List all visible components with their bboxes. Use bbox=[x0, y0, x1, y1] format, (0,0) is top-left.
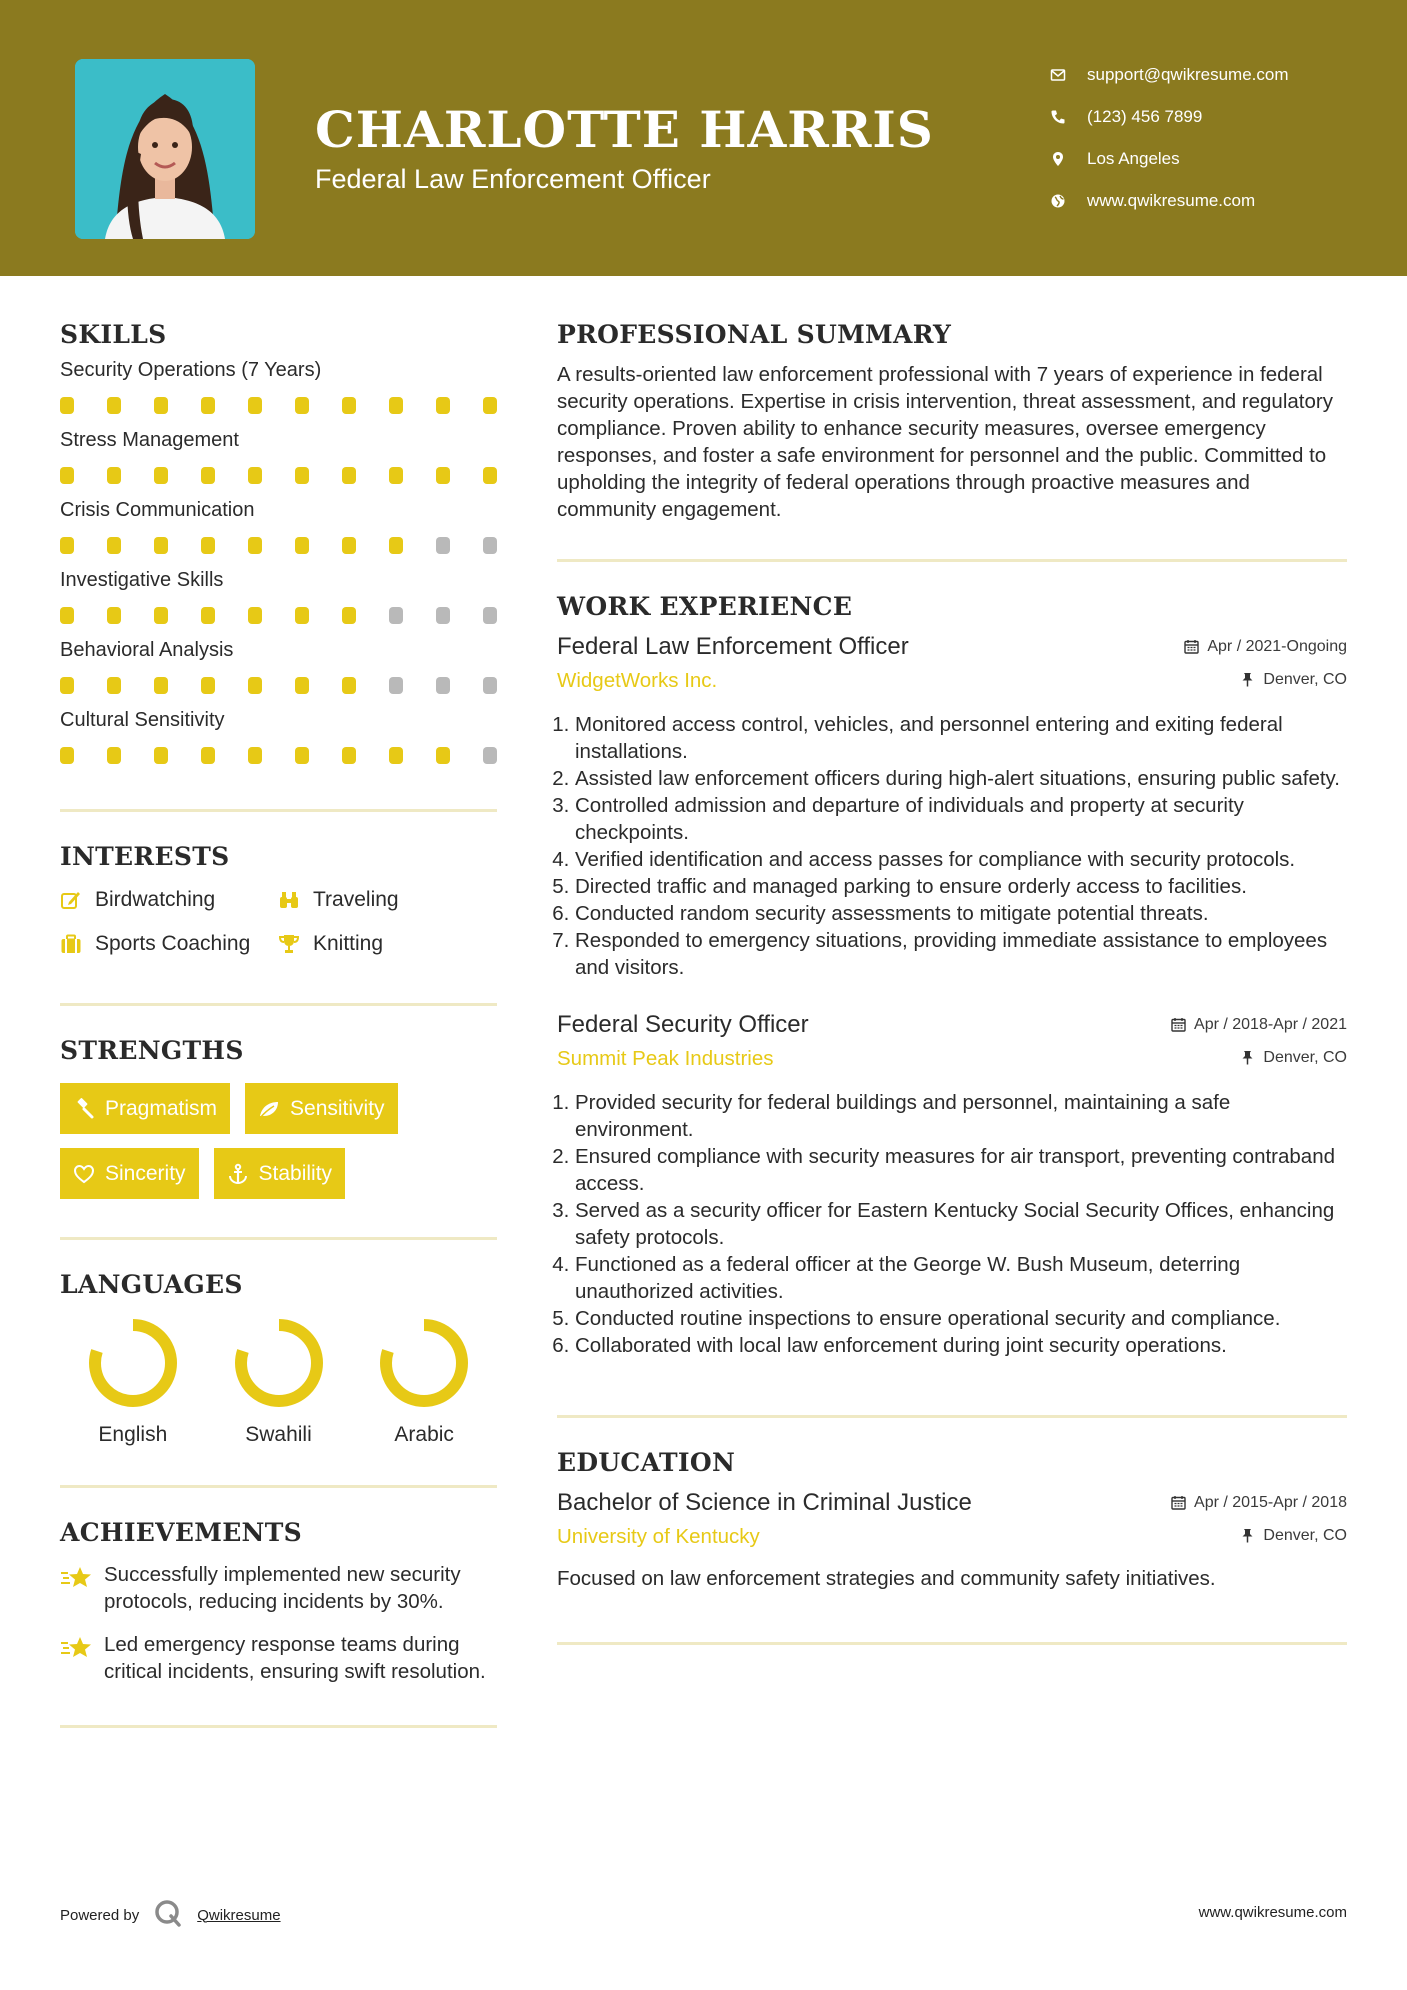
phone-icon bbox=[1050, 107, 1080, 127]
duty-list bbox=[557, 1089, 1347, 1359]
rating-dot-filled bbox=[60, 747, 74, 764]
strengths-list bbox=[60, 1083, 497, 1199]
strength-chip bbox=[60, 1083, 230, 1134]
rating-dot-filled bbox=[389, 747, 403, 764]
interest-label: Sports Coaching bbox=[95, 932, 251, 955]
rating-dot-empty bbox=[436, 607, 450, 624]
pencil-square-icon bbox=[60, 889, 82, 911]
job-title: Federal Security Officer bbox=[557, 1011, 809, 1038]
interest-item bbox=[60, 931, 278, 957]
contact-website[interactable] bbox=[1050, 180, 1289, 222]
anchor-icon bbox=[227, 1163, 249, 1185]
shooting-star-icon bbox=[60, 1563, 94, 1593]
rating-dot-filled bbox=[60, 537, 74, 554]
duty-item: 1. Provided security for federal buildings and personnel, maintaining a safe environment. bbox=[575, 1089, 1347, 1143]
rating-dot-filled bbox=[248, 397, 262, 414]
strength-chip bbox=[60, 1148, 199, 1199]
candidate-name: CHARLOTTE HARRIS bbox=[315, 100, 934, 159]
education-entry bbox=[557, 1489, 1347, 1592]
rating-dot-empty bbox=[483, 677, 497, 694]
language-progress-ring bbox=[85, 1315, 181, 1411]
duty-item: 5. Conducted routine inspections to ensure operational security and compliance. bbox=[575, 1305, 1347, 1332]
rating-dot-filled bbox=[295, 397, 309, 414]
duty-item: 6. Conducted random security assessments to mitigate potential threats. bbox=[575, 900, 1347, 927]
rating-dot-filled bbox=[295, 537, 309, 554]
rating-dot-filled bbox=[342, 607, 356, 624]
achievements-heading: ACHIEVEMENTS bbox=[60, 1518, 302, 1547]
skill-rating bbox=[60, 467, 497, 485]
language-item bbox=[206, 1315, 352, 1447]
language-ring-arc bbox=[241, 1325, 317, 1401]
strength-label: Sincerity bbox=[105, 1161, 186, 1185]
job-dates-text: Apr / 2018-Apr / 2021 bbox=[1194, 1015, 1347, 1033]
skill-item bbox=[60, 359, 497, 415]
achievement-item bbox=[60, 1561, 497, 1615]
rating-dot-filled bbox=[201, 467, 215, 484]
languages-heading: LANGUAGES bbox=[60, 1270, 243, 1299]
summary-heading: PROFESSIONAL SUMMARY bbox=[557, 320, 952, 349]
interest-item bbox=[60, 887, 278, 913]
divider bbox=[60, 809, 497, 812]
skill-item bbox=[60, 429, 497, 485]
rating-dot-filled bbox=[107, 467, 121, 484]
rating-dot-filled bbox=[436, 397, 450, 414]
language-name: Swahili bbox=[245, 1423, 312, 1446]
profile-photo bbox=[75, 59, 255, 239]
duty-item: 2. Assisted law enforcement officers during high-alert situations, ensuring public safety. bbox=[575, 765, 1347, 792]
qwikresume-link[interactable]: Qwikresume bbox=[197, 1906, 281, 1924]
duty-item: 4. Functioned as a federal officer at the George W. Bush Museum, deterring unauthorized activities. bbox=[575, 1251, 1347, 1305]
rating-dot-filled bbox=[60, 677, 74, 694]
rating-dot-filled bbox=[342, 747, 356, 764]
pushpin-icon bbox=[1240, 1528, 1255, 1543]
powered-by-label: Powered by bbox=[60, 1906, 140, 1924]
shooting-star-icon bbox=[60, 1633, 94, 1663]
rating-dot-filled bbox=[295, 677, 309, 694]
rating-dot-filled bbox=[154, 677, 168, 694]
strengths-heading: STRENGTHS bbox=[60, 1036, 244, 1065]
calendar-icon bbox=[1171, 1017, 1186, 1032]
rating-dot-filled bbox=[154, 747, 168, 764]
rating-dot-filled bbox=[107, 537, 121, 554]
language-name: Arabic bbox=[394, 1423, 454, 1446]
interests-heading: INTERESTS bbox=[60, 842, 230, 871]
skills-heading: SKILLS bbox=[60, 320, 167, 349]
interest-label: Traveling bbox=[313, 888, 399, 911]
calendar-icon bbox=[1171, 1495, 1186, 1510]
rating-dot-filled bbox=[107, 747, 121, 764]
language-progress-ring bbox=[376, 1315, 472, 1411]
job-entry bbox=[557, 633, 1347, 981]
divider bbox=[60, 1237, 497, 1240]
skill-name: Investigative Skills bbox=[60, 569, 224, 591]
achievement-text: Successfully implemented new security protocols, reducing incidents by 30%. bbox=[104, 1563, 461, 1613]
language-name: English bbox=[98, 1423, 168, 1446]
rating-dot-filled bbox=[60, 467, 74, 484]
strength-label: Pragmatism bbox=[105, 1096, 218, 1120]
rating-dot-empty bbox=[389, 607, 403, 624]
job-location bbox=[1240, 1049, 1347, 1067]
interest-label: Birdwatching bbox=[95, 888, 216, 911]
rating-dot-filled bbox=[248, 747, 262, 764]
skill-item bbox=[60, 569, 497, 625]
divider bbox=[557, 1642, 1347, 1645]
company-name: Summit Peak Industries bbox=[557, 1047, 774, 1070]
header-banner bbox=[0, 0, 1407, 276]
briefcase-icon bbox=[60, 933, 82, 955]
rating-dot-filled bbox=[295, 467, 309, 484]
skill-item bbox=[60, 499, 497, 555]
duty-item: 3. Controlled admission and departure of individuals and property at security checkpoints. bbox=[575, 792, 1347, 846]
rating-dot-filled bbox=[248, 677, 262, 694]
skill-name: Cultural Sensitivity bbox=[60, 709, 225, 731]
language-ring-arc bbox=[95, 1325, 171, 1401]
skill-item bbox=[60, 709, 497, 765]
rating-dot-filled bbox=[154, 467, 168, 484]
skill-rating bbox=[60, 607, 497, 625]
candidate-title: Federal Law Enforcement Officer bbox=[315, 164, 711, 194]
job-dates bbox=[1171, 1016, 1347, 1034]
job-location-text: Denver, CO bbox=[1263, 670, 1347, 688]
language-progress-ring bbox=[231, 1315, 327, 1411]
strength-chip bbox=[245, 1083, 398, 1134]
duty-list bbox=[557, 711, 1347, 981]
duty-item: 1. Monitored access control, vehicles, and personnel entering and exiting federal installations. bbox=[575, 711, 1347, 765]
heart-icon bbox=[73, 1163, 95, 1185]
binoculars-icon bbox=[278, 889, 300, 911]
right-column bbox=[557, 320, 1347, 1645]
experience-heading: WORK EXPERIENCE bbox=[557, 592, 853, 621]
rating-dot-filled bbox=[295, 747, 309, 764]
rating-dot-filled bbox=[436, 467, 450, 484]
rating-dot-filled bbox=[389, 537, 403, 554]
rating-dot-filled bbox=[342, 467, 356, 484]
rating-dot-filled bbox=[107, 607, 121, 624]
skill-item bbox=[60, 639, 497, 695]
education-dates bbox=[1171, 1494, 1347, 1512]
rating-dot-filled bbox=[342, 537, 356, 554]
language-ring-arc bbox=[386, 1325, 462, 1401]
duty-item: 7. Responded to emergency situations, providing immediate assistance to employees and visitors. bbox=[575, 927, 1347, 981]
degree-title: Bachelor of Science in Criminal Justice bbox=[557, 1489, 972, 1516]
skill-name: Behavioral Analysis bbox=[60, 639, 234, 661]
skill-name: Crisis Communication bbox=[60, 499, 255, 521]
school-name: University of Kentucky bbox=[557, 1525, 760, 1548]
gavel-icon bbox=[73, 1098, 95, 1120]
skill-rating bbox=[60, 677, 497, 695]
rating-dot-empty bbox=[483, 607, 497, 624]
pushpin-icon bbox=[1240, 672, 1255, 687]
contact-email-text: support@qwikresume.com bbox=[1087, 65, 1289, 84]
job-location-text: Denver, CO bbox=[1263, 1048, 1347, 1066]
rating-dot-filled bbox=[60, 607, 74, 624]
footer-website[interactable]: www.qwikresume.com bbox=[1198, 1904, 1347, 1921]
leaf-icon bbox=[258, 1098, 280, 1120]
rating-dot-filled bbox=[248, 467, 262, 484]
skill-name: Stress Management bbox=[60, 429, 239, 451]
footer-powered-by bbox=[60, 1898, 281, 1932]
language-item bbox=[60, 1315, 206, 1447]
rating-dot-filled bbox=[107, 397, 121, 414]
duty-item: 6. Collaborated with local law enforcement during joint security operations. bbox=[575, 1332, 1347, 1359]
divider bbox=[557, 1415, 1347, 1418]
divider bbox=[557, 559, 1347, 562]
duty-item: 3. Served as a security officer for Eastern Kentucky Social Security Offices, enhancing safety protocols. bbox=[575, 1197, 1347, 1251]
map-pin-icon bbox=[1050, 149, 1080, 169]
job-location bbox=[1240, 671, 1347, 689]
rating-dot-empty bbox=[483, 537, 497, 554]
strength-chip bbox=[214, 1148, 346, 1199]
rating-dot-filled bbox=[436, 747, 450, 764]
globe-icon bbox=[1050, 191, 1080, 211]
rating-dot-filled bbox=[60, 397, 74, 414]
achievement-text: Led emergency response teams during critical incidents, ensuring swift resolution. bbox=[104, 1633, 486, 1683]
contact-website-text: www.qwikresume.com bbox=[1087, 191, 1256, 210]
interest-label: Knitting bbox=[313, 932, 384, 955]
rating-dot-filled bbox=[201, 537, 215, 554]
interest-item bbox=[278, 887, 478, 913]
envelope-icon bbox=[1050, 65, 1080, 85]
calendar-icon bbox=[1184, 639, 1199, 654]
contact-email[interactable] bbox=[1050, 54, 1289, 96]
contact-phone[interactable] bbox=[1050, 96, 1289, 138]
job-title: Federal Law Enforcement Officer bbox=[557, 633, 909, 660]
rating-dot-filled bbox=[154, 537, 168, 554]
summary-text: A results-oriented law enforcement professional with 7 years of experience in federal security operations. Expertise in crisis intervention, threat assessment, and regulatory compliance. Proven ability to enhance security measures, oversee emergency responses, and foster a safe environment for personnel and the public. Committed to upholding the integrity of federal operations through proactive measures and community engagement. bbox=[557, 363, 1333, 521]
interests-list bbox=[60, 887, 497, 957]
rating-dot-empty bbox=[483, 747, 497, 764]
qwikresume-logo-icon bbox=[153, 1898, 183, 1932]
skill-rating bbox=[60, 537, 497, 555]
rating-dot-filled bbox=[248, 607, 262, 624]
education-dates-text: Apr / 2015-Apr / 2018 bbox=[1194, 1493, 1347, 1511]
strength-label: Sensitivity bbox=[290, 1096, 385, 1120]
strength-label: Stability bbox=[258, 1161, 333, 1185]
divider bbox=[60, 1003, 497, 1006]
rating-dot-filled bbox=[201, 397, 215, 414]
rating-dot-filled bbox=[389, 467, 403, 484]
duty-item: 2. Ensured compliance with security measures for air transport, preventing contraband access. bbox=[575, 1143, 1347, 1197]
job-entry bbox=[557, 1011, 1347, 1359]
left-column bbox=[60, 320, 497, 1728]
rating-dot-empty bbox=[389, 677, 403, 694]
language-item bbox=[351, 1315, 497, 1447]
divider bbox=[60, 1725, 497, 1728]
profile-photo-image bbox=[75, 59, 255, 239]
pushpin-icon bbox=[1240, 1050, 1255, 1065]
duty-item: 5. Directed traffic and managed parking to ensure orderly access to facilities. bbox=[575, 873, 1347, 900]
rating-dot-filled bbox=[295, 607, 309, 624]
education-location-text: Denver, CO bbox=[1263, 1526, 1347, 1544]
skill-name: Security Operations (7 Years) bbox=[60, 359, 322, 381]
job-dates bbox=[1184, 638, 1347, 656]
education-description: Focused on law enforcement strategies and community safety initiatives. bbox=[557, 1567, 1216, 1590]
education-heading: EDUCATION bbox=[557, 1448, 736, 1477]
contact-phone-text: (123) 456 7899 bbox=[1087, 107, 1203, 126]
contact-location-text: Los Angeles bbox=[1087, 149, 1180, 168]
trophy-icon bbox=[278, 933, 300, 955]
rating-dot-filled bbox=[107, 677, 121, 694]
rating-dot-filled bbox=[389, 397, 403, 414]
rating-dot-empty bbox=[436, 677, 450, 694]
contact-list bbox=[1050, 54, 1289, 222]
languages-list bbox=[60, 1315, 497, 1447]
rating-dot-filled bbox=[201, 747, 215, 764]
rating-dot-filled bbox=[201, 677, 215, 694]
achievement-item bbox=[60, 1631, 497, 1685]
rating-dot-empty bbox=[436, 537, 450, 554]
education-location bbox=[1240, 1527, 1347, 1545]
company-name: WidgetWorks Inc. bbox=[557, 669, 718, 692]
job-dates-text: Apr / 2021-Ongoing bbox=[1207, 637, 1347, 655]
rating-dot-filled bbox=[483, 467, 497, 484]
rating-dot-filled bbox=[154, 397, 168, 414]
duty-item: 4. Verified identification and access passes for compliance with security protocols. bbox=[575, 846, 1347, 873]
rating-dot-filled bbox=[483, 397, 497, 414]
interest-item bbox=[278, 931, 478, 957]
rating-dot-filled bbox=[342, 677, 356, 694]
rating-dot-filled bbox=[248, 537, 262, 554]
skills-list bbox=[60, 359, 497, 765]
rating-dot-filled bbox=[201, 607, 215, 624]
contact-location bbox=[1050, 138, 1289, 180]
divider bbox=[60, 1485, 497, 1488]
rating-dot-filled bbox=[342, 397, 356, 414]
skill-rating bbox=[60, 747, 497, 765]
rating-dot-filled bbox=[154, 607, 168, 624]
skill-rating bbox=[60, 397, 497, 415]
